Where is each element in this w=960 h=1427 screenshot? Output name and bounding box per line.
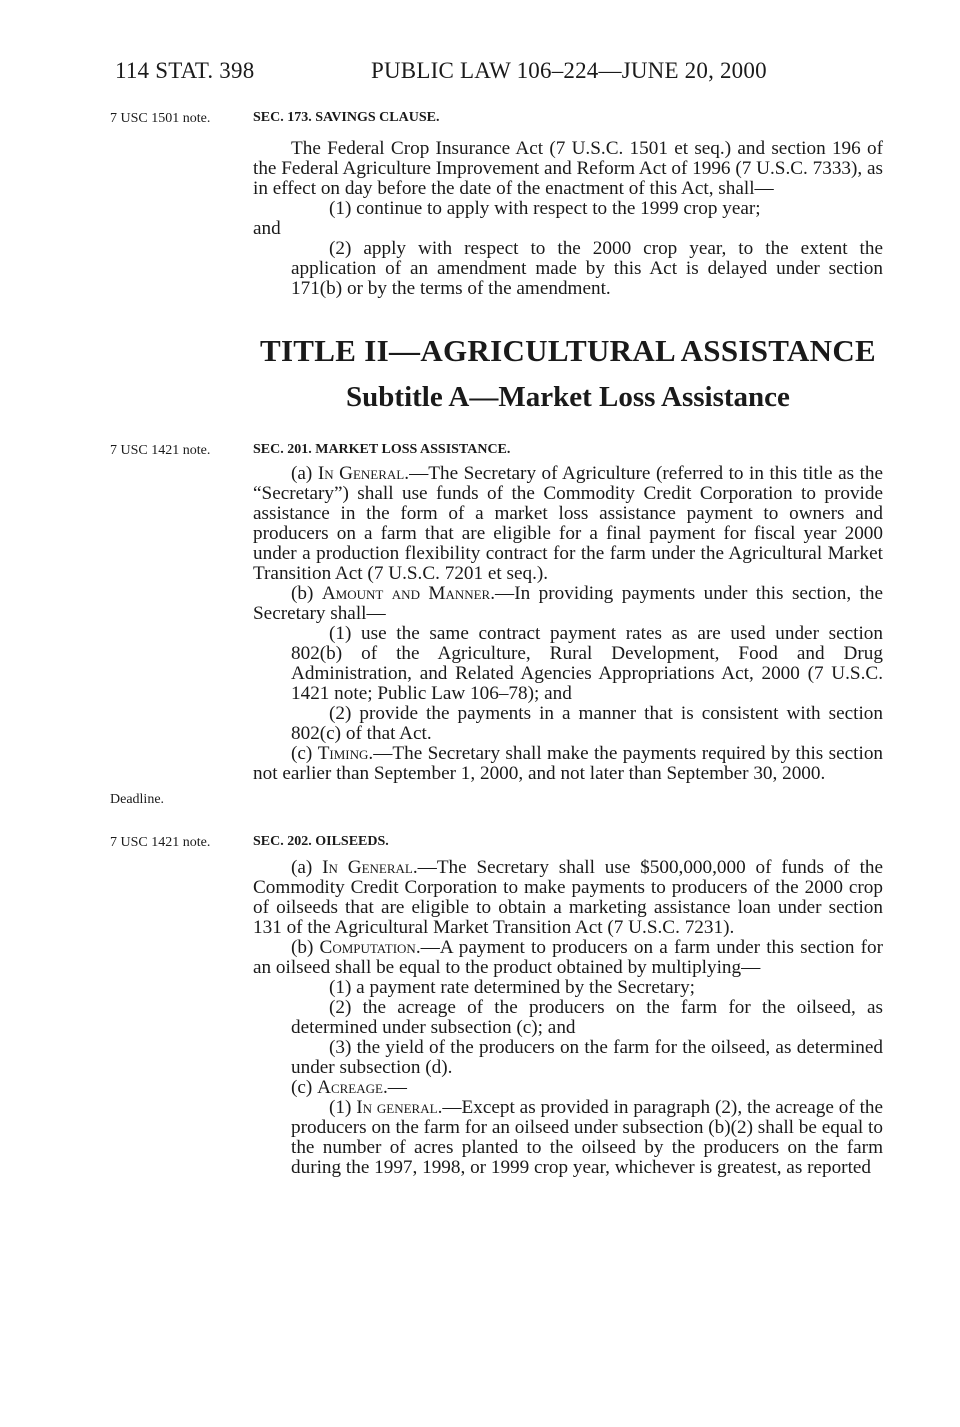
section-173-para-1: (1) continue to apply with respect to the 1999 crop year;: [329, 198, 761, 219]
margin-note-usc-1421-b: 7 USC 1421 note.: [110, 835, 211, 850]
section-173-heading: SEC. 173. SAVINGS CLAUSE.: [253, 110, 440, 125]
law-citation: PUBLIC LAW 106–224—JUNE 20, 2000: [371, 58, 767, 83]
text: .—The Secretary of Agriculture (referred to in this title as the “Secretary”) shall use funds of the Commodity Credit Corporation to provide assistance in the form of a market loss assistance payment to owners and producers on a farm that are eligible for a final payment for fiscal year 2000 under a production flexibility contract for the farm under the Agricultural Market Transition Act (7 U.S.C. 7201 et seq.).: [253, 463, 884, 584]
section-201-subsection-a: [253, 464, 883, 584]
margin-note-usc-1421-a: 7 USC 1421 note.: [110, 443, 211, 458]
label: (c): [291, 1077, 318, 1098]
subsection-head: In General: [317, 463, 405, 484]
subsection-head: Amount and Manner: [321, 583, 491, 604]
section-202-c-para-1: [253, 1098, 883, 1178]
subsection-head: Timing: [317, 743, 369, 764]
text: .—Except as provided in paragraph (2), the acreage of the producers on the farm for an oilseed under subsection (b)(2) shall be equal to the number of acres planted to the oilseed by the producers on the farm during the 1997, 1998, or 1999 crop year, whichever is greatest, as reported: [291, 1097, 884, 1178]
section-202-b-para-2: (2) the acreage of the producers on the farm for the oilseed, as determined under subsection (c); and: [291, 997, 883, 1038]
text: .—In providing payments under this section, the Secretary shall—: [253, 583, 883, 624]
text: .—A payment to producers on a farm under this section for an oilseed shall be equal to the product obtained by multiplying—: [253, 937, 883, 978]
section-202-body: [253, 858, 883, 1178]
margin-note-deadline: Deadline.: [110, 792, 165, 807]
section-201-body: [253, 464, 883, 784]
text: .—The Secretary shall make the payments required by this section not earlier than September 1, 2000, and not later than September 30, 2000.: [253, 743, 884, 784]
stat-citation: 114 STAT. 398: [115, 58, 255, 83]
section-202-b-para-1: (1) a payment rate determined by the Secretary;: [329, 977, 695, 998]
label: (a): [291, 857, 323, 878]
section-201-b-para-1: (1) use the same contract payment rates as are used under section 802(b) of the Agriculture, Rural Development, Food and Drug Administration, and Related Agencies Appropriations Act, 2000 (7 U.S.C. 1421 note; Public Law 106–78); and: [291, 623, 883, 704]
subsection-head: In General: [322, 857, 413, 878]
section-201-subsection-b: [253, 584, 883, 624]
text: .—: [382, 1077, 407, 1098]
section-202-subsection-a: [253, 858, 883, 938]
section-173-para-2: (2) apply with respect to the 2000 crop year, to the extent the application of an amendment made by this Act is delayed under section 171(b) or by the terms of the amendment.: [291, 238, 883, 299]
text: .—The Secretary shall use $500,000,000 of funds of the Commodity Credit Corporation to make payments to producers of the 2000 crop of oilseeds that are eligible to obtain a marketing assistance loan under section 131 of the Agricultural Market Transition Act (7 U.S.C. 7231).: [253, 857, 884, 938]
label: (1): [329, 1097, 357, 1118]
section-201-subsection-c: [253, 744, 883, 784]
running-header: [115, 58, 767, 84]
margin-note-usc-1501: 7 USC 1501 note.: [110, 111, 211, 126]
section-201-b-para-2: (2) provide the payments in a manner that is consistent with section 802(c) of that Act.: [291, 703, 883, 744]
label: (c): [291, 743, 318, 764]
section-173-intro: The Federal Crop Insurance Act (7 U.S.C. 1501 et seq.) and section 196 of the Federal Agriculture Improvement and Reform Act of 1996 (7 U.S.C. 7333), as in effect on day before the date of the enactment of this Act, shall—: [253, 138, 883, 199]
paragraph-head: In general: [356, 1097, 438, 1118]
section-202-heading: SEC. 202. OILSEEDS.: [253, 834, 389, 849]
title-heading: TITLE II—AGRICULTURAL ASSISTANCE: [259, 333, 877, 368]
label: (b): [291, 583, 322, 604]
label: (b): [291, 937, 320, 958]
section-201-heading: SEC. 201. MARKET LOSS ASSISTANCE.: [253, 442, 511, 457]
label: (a): [291, 463, 318, 484]
section-202-subsection-b: [253, 938, 883, 978]
subsection-head: Computation: [319, 937, 416, 958]
section-173-body: [253, 139, 883, 299]
section-202-b-para-3: (3) the yield of the producers on the farm for the oilseed, as determined under subsection (d).: [291, 1037, 883, 1078]
subtitle-heading: Subtitle A—Market Loss Assistance: [346, 381, 790, 413]
section-202-subsection-c: [253, 1078, 883, 1098]
section-173-and: and: [253, 218, 281, 239]
subsection-head: Acreage: [317, 1077, 383, 1098]
